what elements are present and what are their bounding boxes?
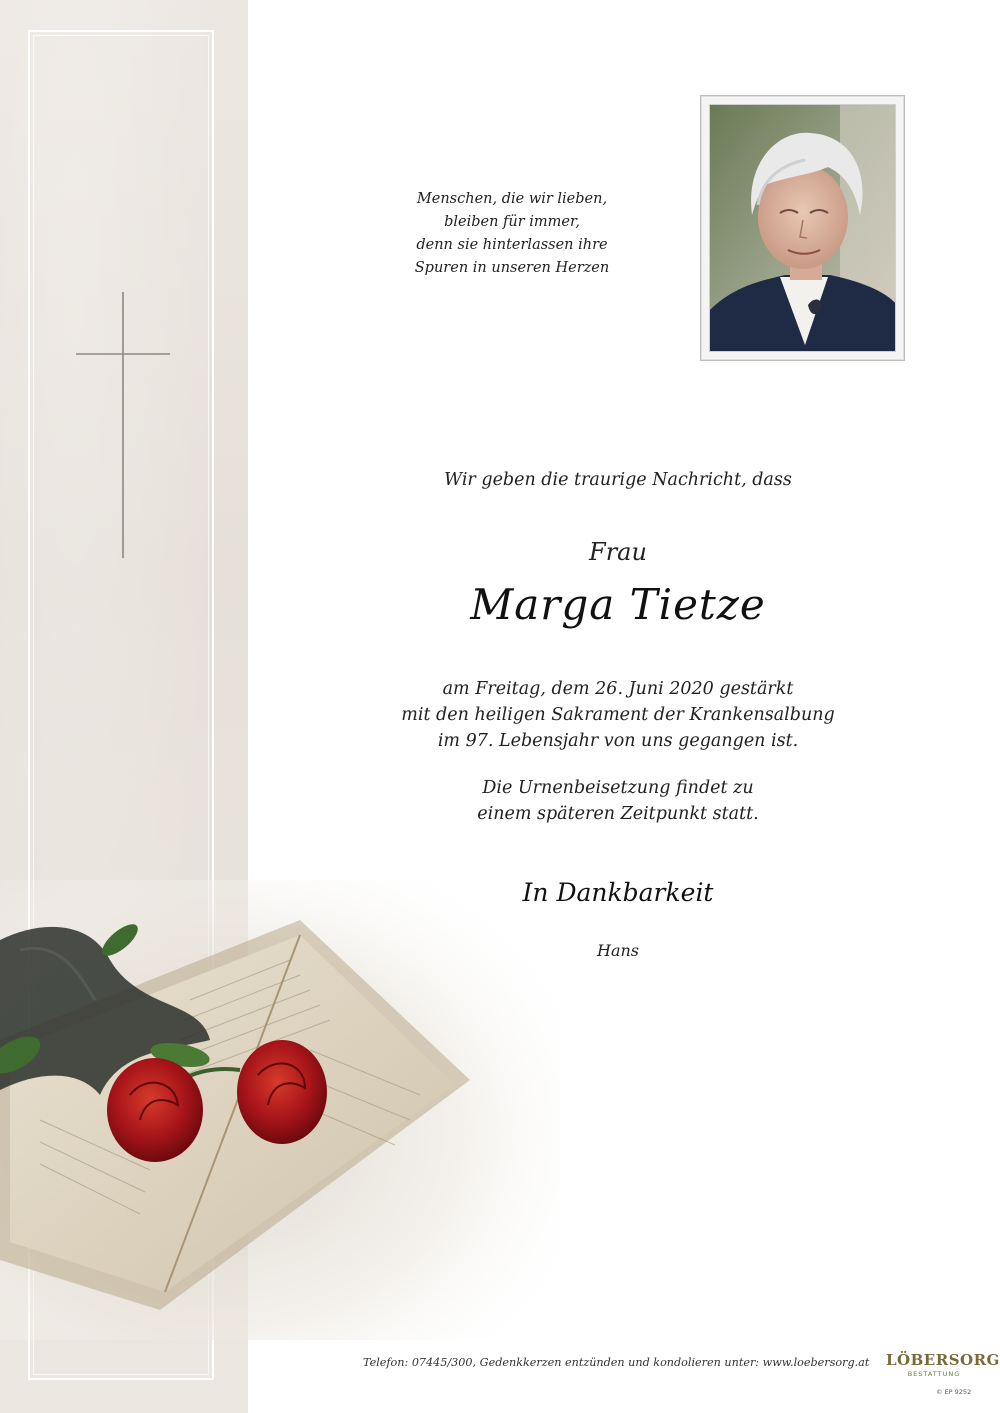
portrait-frame xyxy=(700,95,905,361)
portrait-photo xyxy=(709,104,896,352)
logo-name: LÖBERSORG xyxy=(886,1351,1000,1369)
memorial-quote xyxy=(372,188,652,280)
intro-text: Wir geben die traurige Nachricht, dass xyxy=(444,470,792,490)
mourner-name: Hans xyxy=(596,941,639,960)
notice-line: im 97. Lebensjahr von uns gegangen ist. xyxy=(437,731,799,751)
notice-line: am Freitag, dem 26. Juni 2020 gestärkt xyxy=(442,679,794,699)
funeral-home-logo xyxy=(886,1351,1000,1379)
burial-info xyxy=(318,775,918,827)
quote-line: Menschen, die wir lieben, xyxy=(416,191,608,207)
quote-line: denn sie hinterlassen ihre xyxy=(416,237,608,253)
product-code: © EP 9252 xyxy=(936,1388,972,1396)
burial-line: Die Urnenbeisetzung findet zu xyxy=(482,778,754,798)
cross-icon xyxy=(76,292,170,558)
logo-subtitle: BESTATTUNG xyxy=(907,1370,961,1378)
notice-line: mit den heiligen Sakrament der Krankensalbung xyxy=(401,705,835,725)
death-notice-text xyxy=(318,676,918,754)
salutation: Frau xyxy=(589,538,647,566)
burial-line: einem späteren Zeitpunkt statt. xyxy=(477,804,759,824)
closing-phrase: In Dankbarkeit xyxy=(522,878,714,907)
quote-line: bleiben für immer, xyxy=(444,214,580,230)
portrait-illustration xyxy=(710,105,896,352)
quote-line: Spuren in unseren Herzen xyxy=(414,260,610,276)
footer-contact: Telefon: 07445/300, Gedenkkerzen entzünden und kondolieren unter: www.loebersorg.at xyxy=(363,1356,870,1369)
deceased-name: Marga Tietze xyxy=(470,580,766,629)
